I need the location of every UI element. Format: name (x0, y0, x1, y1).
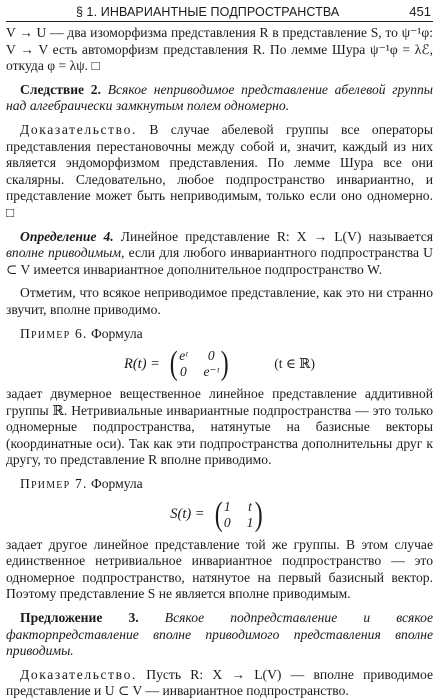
definition-text-b: , если для любого инвариантного подпространства U ⊂ V имеется инвариантное дополнительное подпространство W. (6, 245, 433, 277)
formula-condition: (t ∈ ℝ) (274, 355, 315, 371)
matrix-S (213, 495, 265, 533)
proposition-label: Предложение 3. (20, 610, 139, 626)
remark-paragraph: Отметим, что всякое неприводимое представление, как это ни странно звучит, вполне приводимо. (6, 285, 433, 317)
matrix-cell: eᵗ (179, 348, 188, 364)
paragraph-continuation: V → U — два изоморфизма представления R в представление S, то ψ⁻¹φ: V → V есть автоморфизм представления R. По лемме Шура ψ⁻¹φ = λℰ, откуда φ = λψ. □ (6, 25, 433, 74)
proof-label: Доказательство. (20, 666, 138, 682)
matrix-cell: t (248, 498, 252, 514)
proof-2 (6, 667, 433, 700)
example-6-intro (6, 326, 433, 343)
proof-1 (6, 122, 433, 222)
example-7-text: задает другое линейное представление той же группы. В этом случае единственное нетривиальное инвариантное подпространство — это одномерное подпространство, натянутое на первый базисный вектор. Поэтому представление S не является вполне приводимым. (6, 536, 433, 602)
matrix-cell: 0 (223, 514, 231, 530)
corollary-label: Следствие 2. (20, 81, 101, 97)
example-intro-text: Формула (90, 476, 143, 492)
page-number: 451 (409, 4, 431, 19)
corollary-2 (6, 82, 433, 115)
right-paren: ) (220, 345, 229, 383)
definition-text-a: Линейное представление R: X → L(V) называется (120, 228, 433, 244)
formula-S (6, 493, 433, 537)
definition-label: Определение 4. (20, 228, 114, 244)
matrix-cell: e⁻ᵗ (203, 364, 219, 380)
example-label: Пример 6. (20, 325, 88, 341)
formula-lhs: S(t) = (170, 506, 205, 523)
example-7-intro (6, 476, 433, 493)
matrix-R (168, 347, 230, 381)
formula-R (6, 342, 433, 386)
section-title: § 1. ИНВАРИАНТНЫЕ ПОДПРОСТРАНСТВА (75, 5, 340, 19)
example-label: Пример 7. (20, 476, 88, 492)
right-paren: ) (255, 495, 264, 533)
page-body (6, 25, 433, 700)
proof-text: Пусть R: X → L(V) — вполне приводимое представление и U ⊂ V — инвариантное подпространство. (6, 666, 433, 699)
left-paren: ( (214, 495, 223, 533)
corollary-text: Всякое неприводимое представление абелевой группы над алгебраически замкнутым полем одномерно. (6, 81, 434, 114)
proof-text: В случае абелевой группы все операторы представления перестановочны между собой и, значит, каждый из них является эндоморфизмом представления. По лемме Шура все они скалярны. Следовательно, любое подпространство инвариантно, и представление может быть неприводимым, только если оно одномерно. □ (6, 121, 433, 220)
matrix-cell: 1 (223, 498, 231, 514)
proposition-3 (6, 610, 433, 660)
running-header (6, 2, 433, 22)
proof-label: Доказательство. (20, 121, 138, 137)
matrix-cell: 1 (246, 514, 254, 530)
example-6-text: задает двумерное вещественное линейное представление аддитивной группы ℝ. Нетривиальные инвариантные подпространства — это только одномерные подпространства, натянутые на базисные векторы (координатные оси). Так как эти подпространства дополнительны друг к другу, то представление R вполне приводимо. (6, 386, 433, 468)
proposition-text: Всякое подпредставление и всякое факторпредставление вполне приводимого представления вполне приводимы. (6, 610, 434, 659)
matrix-cell: 0 (180, 364, 187, 380)
formula-lhs: R(t) = (124, 355, 160, 372)
example-intro-text: Формула (90, 325, 143, 341)
definition-4 (6, 229, 433, 279)
definition-term: вполне приводимым (6, 245, 122, 261)
matrix-cell: 0 (207, 348, 215, 364)
left-paren: ( (169, 345, 178, 383)
